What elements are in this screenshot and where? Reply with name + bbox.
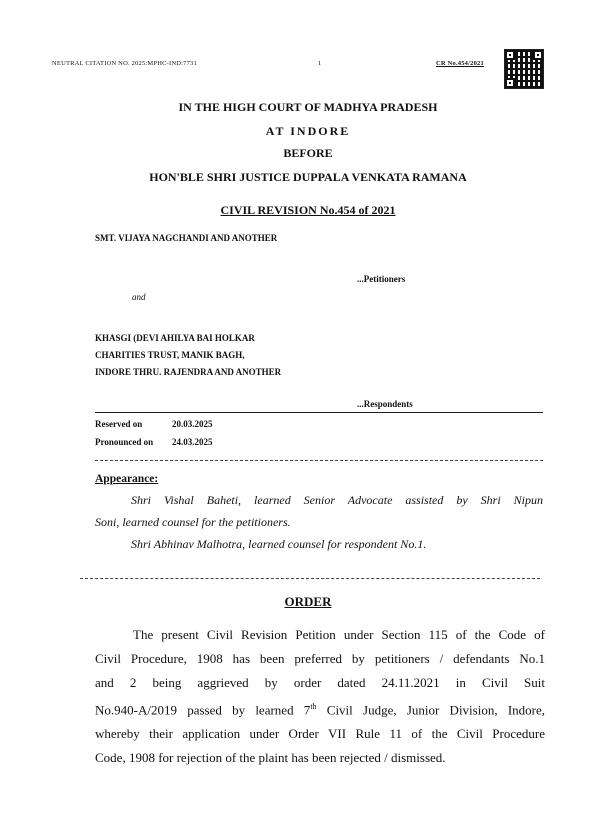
- neutral-citation: NEUTRAL CITATION NO. 2025:MPHC-IND:7731: [52, 60, 197, 67]
- court-bench: AT INDORE: [265, 124, 351, 138]
- respondent-line: KHASGI (DEVI AHILYA BAI HOLKAR: [95, 333, 255, 343]
- order-line: Code, 1908 for rejection of the plaint has been rejected / dismissed.: [95, 750, 446, 766]
- appearance-line: Shri Abhinav Malhotra, learned counsel for respondent No.1.: [131, 537, 427, 551]
- order-superscript: th: [310, 702, 317, 711]
- petitioner-name: SMT. VIJAYA NAGCHANDI AND ANOTHER: [95, 233, 278, 243]
- judge-name: HON'BLE SHRI JUSTICE DUPPALA VENKATA RAMANA: [149, 170, 467, 184]
- case-reference: CR No.454/2021: [436, 60, 484, 67]
- case-title: CIVIL REVISION No.454 of 2021: [220, 203, 396, 217]
- court-name: IN THE HIGH COURT OF MADHYA PRADESH: [178, 100, 438, 114]
- order-line: The present Civil Revision Petition under Section 115 of the Code of: [133, 627, 545, 642]
- before-label: BEFORE: [283, 146, 333, 160]
- reserved-date: 20.03.2025: [172, 419, 213, 429]
- page-number: 1: [318, 60, 322, 67]
- pronounced-label: Pronounced on: [95, 437, 154, 447]
- order-line: and 2 being aggrieved by order dated 24.11.2021 in Civil Suit: [95, 675, 545, 690]
- order-text: Civil Judge, Junior Division, Indore,: [316, 702, 545, 718]
- appearance-heading: Appearance:: [95, 473, 159, 485]
- respondents-label: ...Respondents: [357, 399, 413, 409]
- order-paragraph: [95, 623, 545, 770]
- respondent-line: CHARITIES TRUST, MANIK BAGH,: [95, 350, 245, 360]
- respondent-name: [95, 330, 281, 381]
- petitioners-label: ...Petitioners: [357, 274, 406, 284]
- order-line: [95, 695, 545, 722]
- order-text: No.940-A/2019 passed by learned 7: [95, 702, 311, 718]
- divider-line: [95, 412, 543, 413]
- appearance-block: [95, 489, 543, 555]
- order-heading: ORDER: [284, 594, 332, 609]
- reserved-label: Reserved on: [95, 419, 143, 429]
- appearance-line: Soni, learned counsel for the petitioners.: [95, 515, 291, 529]
- order-line: whereby their application under Order VII Rule 11 of the Civil Procedure: [95, 726, 545, 742]
- respondent-line: INDORE THRU. RAJENDRA AND ANOTHER: [95, 367, 282, 377]
- pronounced-date: 24.03.2025: [172, 437, 213, 447]
- qr-code-icon: [505, 50, 543, 88]
- and-separator: and: [132, 292, 146, 302]
- order-line: Civil Procedure, 1908 has been preferred by petitioners / defendants No.1: [95, 651, 545, 666]
- dashed-divider: [80, 578, 540, 579]
- dashed-divider: [95, 460, 543, 461]
- appearance-line: Shri Vishal Baheti, learned Senior Advocate assisted by Shri Nipun: [131, 493, 543, 507]
